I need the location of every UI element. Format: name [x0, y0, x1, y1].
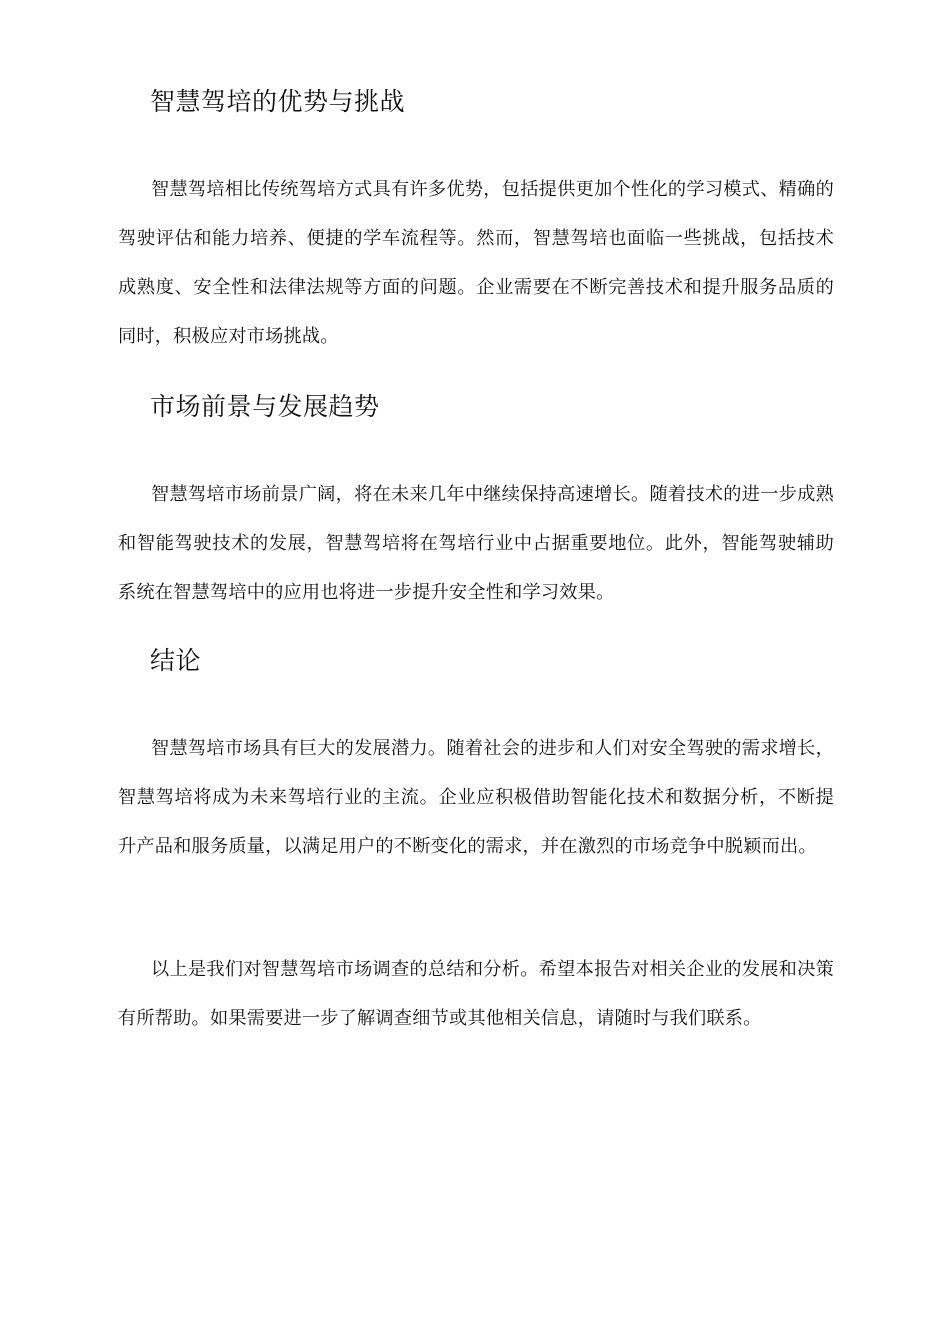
section-paragraph-conclusion: 智慧驾培市场具有巨大的发展潜力。随着社会的进步和人们对安全驾驶的需求增长，智慧驾培将成为未来驾培行业的主流。企业应积极借助智能化技术和数据分析，不断提升产品和服务质量，以满足用户的不断变化的需求，并在激烈的市场竞争中脱颖而出。 [118, 738, 834, 857]
section-heading-advantages: 智慧驾培的优势与挑战 [150, 87, 406, 116]
section-heading-conclusion: 结论 [150, 646, 202, 675]
section-paragraph-advantages: 智慧驾培相比传统驾培方式具有许多优势，包括提供更加个性化的学习模式、精确的驾驶评估和能力培养、便捷的学车流程等。然而，智慧驾培也面临一些挑战，包括技术成熟度、安全性和法律法规等方面的问题。企业需要在不断完善技术和提升服务品质的同时，积极应对市场挑战。 [118, 179, 834, 347]
closing-paragraph: 以上是我们对智慧驾培市场调查的总结和分析。希望本报告对相关企业的发展和决策有所帮助。如果需要进一步了解调查细节或其他相关信息，请随时与我们联系。 [118, 959, 834, 1029]
section-heading-outlook: 市场前景与发展趋势 [150, 392, 380, 421]
section-paragraph-outlook: 智慧驾培市场前景广阔，将在未来几年中继续保持高速增长。随着技术的进一步成熟和智能驾驶技术的发展，智慧驾培将在驾培行业中占据重要地位。此外，智能驾驶辅助系统在智慧驾培中的应用也将进一步提升安全性和学习效果。 [118, 484, 834, 603]
